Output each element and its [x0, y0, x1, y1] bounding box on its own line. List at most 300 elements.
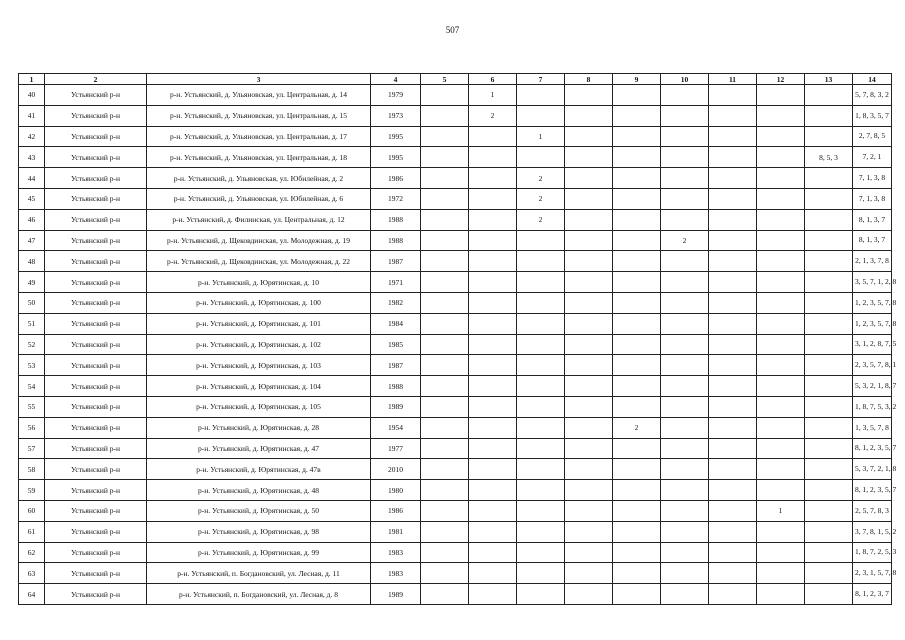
- cell-col-11: [709, 147, 757, 168]
- cell-col-8: [565, 313, 613, 334]
- cell-col-14: 2, 7, 8, 5: [853, 126, 892, 147]
- cell-col-5: [421, 168, 469, 189]
- cell-col-6: [469, 438, 517, 459]
- cell-col-8: [565, 563, 613, 584]
- cell-row-number: 61: [19, 521, 45, 542]
- cell-col-8: [565, 168, 613, 189]
- cell-col-14: 1, 3, 5, 7, 8: [853, 417, 892, 438]
- cell-col-14: 5, 7, 8, 3, 2: [853, 85, 892, 106]
- cell-col-9: [613, 209, 661, 230]
- cell-address: р-н. Устьянский, д. Ульяновская, ул. Центральная, д. 17: [147, 126, 371, 147]
- cell-col-12: [757, 209, 805, 230]
- cell-col-7: [517, 396, 565, 417]
- cell-row-number: 45: [19, 188, 45, 209]
- cell-col-11: [709, 230, 757, 251]
- table-row: [19, 147, 892, 168]
- cell-row-number: 54: [19, 376, 45, 397]
- cell-col-14: 1, 2, 3, 5, 7, 8: [853, 313, 892, 334]
- cell-year: 1986: [371, 500, 421, 521]
- table-row: [19, 85, 892, 106]
- cell-col-13: [805, 313, 853, 334]
- cell-col-12: [757, 542, 805, 563]
- cell-year: 1988: [371, 376, 421, 397]
- cell-row-number: 51: [19, 313, 45, 334]
- cell-col-10: [661, 396, 709, 417]
- page-number: 507: [445, 25, 460, 35]
- cell-col-8: [565, 292, 613, 313]
- cell-col-13: [805, 417, 853, 438]
- cell-col-7: [517, 85, 565, 106]
- cell-row-number: 60: [19, 500, 45, 521]
- cell-col-10: [661, 500, 709, 521]
- cell-district: Устьянский р-н: [45, 147, 147, 168]
- cell-col-13: [805, 272, 853, 293]
- cell-district: Устьянский р-н: [45, 459, 147, 480]
- cell-col-5: [421, 459, 469, 480]
- cell-address: р-н. Устьянский, д. Юрятинская, д. 105: [147, 396, 371, 417]
- cell-row-number: 44: [19, 168, 45, 189]
- cell-address: р-н. Устьянский, п. Богдановский, ул. Лесная, д. 8: [147, 584, 371, 605]
- cell-col-6: [469, 168, 517, 189]
- table-row: [19, 105, 892, 126]
- cell-col-6: [469, 459, 517, 480]
- cell-col-7: [517, 584, 565, 605]
- column-header-7: 7: [517, 74, 565, 85]
- cell-col-8: [565, 459, 613, 480]
- cell-col-10: [661, 292, 709, 313]
- cell-col-10: [661, 168, 709, 189]
- cell-col-5: [421, 438, 469, 459]
- cell-year: 1987: [371, 251, 421, 272]
- cell-col-13: [805, 292, 853, 313]
- cell-address: р-н. Устьянский, д. Ульяновская, ул. Центральная, д. 15: [147, 105, 371, 126]
- cell-col-10: [661, 584, 709, 605]
- cell-col-7: [517, 334, 565, 355]
- cell-col-12: [757, 147, 805, 168]
- cell-col-11: [709, 168, 757, 189]
- cell-col-9: [613, 292, 661, 313]
- cell-address: р-н. Устьянский, д. Юрятинская, д. 99: [147, 542, 371, 563]
- table-row: [19, 563, 892, 584]
- cell-district: Устьянский р-н: [45, 542, 147, 563]
- cell-col-10: [661, 563, 709, 584]
- cell-col-13: [805, 521, 853, 542]
- cell-col-6: [469, 480, 517, 501]
- cell-district: Устьянский р-н: [45, 521, 147, 542]
- cell-col-5: [421, 376, 469, 397]
- table-row: [19, 500, 892, 521]
- housing-register-table: [18, 73, 897, 605]
- cell-district: Устьянский р-н: [45, 417, 147, 438]
- cell-col-9: [613, 313, 661, 334]
- table-row: [19, 396, 892, 417]
- cell-year: 1987: [371, 355, 421, 376]
- cell-year: 1995: [371, 147, 421, 168]
- cell-col-8: [565, 417, 613, 438]
- cell-col-14: 1, 8, 3, 5, 7: [853, 105, 892, 126]
- cell-col-11: [709, 85, 757, 106]
- cell-year: 1986: [371, 168, 421, 189]
- cell-col-11: [709, 188, 757, 209]
- column-header-8: 8: [565, 74, 613, 85]
- cell-col-5: [421, 313, 469, 334]
- cell-col-9: [613, 542, 661, 563]
- cell-district: Устьянский р-н: [45, 313, 147, 334]
- cell-col-10: [661, 542, 709, 563]
- cell-address: р-н. Устьянский, д. Юрятинская, д. 48: [147, 480, 371, 501]
- cell-col-6: [469, 521, 517, 542]
- cell-col-10: [661, 376, 709, 397]
- cell-col-8: [565, 480, 613, 501]
- cell-col-8: [565, 147, 613, 168]
- cell-row-number: 41: [19, 105, 45, 126]
- cell-col-8: [565, 188, 613, 209]
- cell-address: р-н. Устьянский, д. Ульяновская, ул. Центральная, д. 14: [147, 85, 371, 106]
- cell-col-7: [517, 292, 565, 313]
- cell-col-10: [661, 521, 709, 542]
- cell-address: р-н. Устьянский, д. Юрятинская, д. 50: [147, 500, 371, 521]
- cell-col-5: [421, 209, 469, 230]
- cell-col-7: [517, 147, 565, 168]
- cell-col-13: [805, 500, 853, 521]
- cell-col-9: [613, 188, 661, 209]
- cell-district: Устьянский р-н: [45, 396, 147, 417]
- cell-col-7: 2: [517, 209, 565, 230]
- cell-col-10: [661, 438, 709, 459]
- cell-col-10: [661, 126, 709, 147]
- cell-col-7: [517, 417, 565, 438]
- cell-col-12: [757, 563, 805, 584]
- cell-year: 1985: [371, 334, 421, 355]
- cell-col-10: [661, 355, 709, 376]
- cell-col-14: 1, 8, 7, 5, 3, 2: [853, 396, 892, 417]
- cell-col-7: [517, 438, 565, 459]
- cell-col-9: [613, 396, 661, 417]
- cell-col-12: [757, 459, 805, 480]
- cell-col-8: [565, 105, 613, 126]
- cell-col-12: [757, 438, 805, 459]
- cell-col-8: [565, 438, 613, 459]
- cell-col-13: [805, 126, 853, 147]
- cell-row-number: 57: [19, 438, 45, 459]
- cell-address: р-н. Устьянский, д. Юрятинская, д. 104: [147, 376, 371, 397]
- cell-col-6: [469, 272, 517, 293]
- cell-col-13: [805, 188, 853, 209]
- cell-col-12: [757, 355, 805, 376]
- cell-district: Устьянский р-н: [45, 209, 147, 230]
- cell-col-5: [421, 500, 469, 521]
- cell-col-7: [517, 500, 565, 521]
- cell-row-number: 64: [19, 584, 45, 605]
- cell-col-7: [517, 542, 565, 563]
- cell-address: р-н. Устьянский, д. Юрятинская, д. 47в: [147, 459, 371, 480]
- cell-year: 1972: [371, 188, 421, 209]
- cell-col-10: 2: [661, 230, 709, 251]
- cell-col-13: [805, 105, 853, 126]
- cell-col-10: [661, 459, 709, 480]
- cell-col-9: [613, 355, 661, 376]
- column-header-3: 3: [147, 74, 371, 85]
- cell-col-13: 8, 5, 3: [805, 147, 853, 168]
- cell-col-6: 1: [469, 85, 517, 106]
- cell-col-13: [805, 584, 853, 605]
- cell-col-8: [565, 230, 613, 251]
- cell-col-14: 7, 2, 1: [853, 147, 892, 168]
- cell-col-14: 7, 1, 3, 8: [853, 188, 892, 209]
- cell-row-number: 43: [19, 147, 45, 168]
- cell-year: 1982: [371, 292, 421, 313]
- cell-address: р-н. Устьянский, д. Филинская, ул. Центральная, д. 12: [147, 209, 371, 230]
- cell-col-9: [613, 230, 661, 251]
- cell-district: Устьянский р-н: [45, 85, 147, 106]
- cell-col-11: [709, 376, 757, 397]
- cell-row-number: 56: [19, 417, 45, 438]
- cell-col-10: [661, 480, 709, 501]
- cell-col-8: [565, 85, 613, 106]
- cell-year: 1973: [371, 105, 421, 126]
- cell-col-14: 5, 3, 7, 2, 1, 8: [853, 459, 892, 480]
- cell-col-9: [613, 438, 661, 459]
- cell-row-number: 48: [19, 251, 45, 272]
- cell-col-7: [517, 563, 565, 584]
- cell-col-14: 8, 1, 2, 3, 7: [853, 584, 892, 605]
- cell-col-10: [661, 334, 709, 355]
- cell-col-11: [709, 396, 757, 417]
- cell-col-11: [709, 292, 757, 313]
- cell-col-7: [517, 272, 565, 293]
- cell-address: р-н. Устьянский, д. Юрятинская, д. 28: [147, 417, 371, 438]
- cell-col-11: [709, 459, 757, 480]
- cell-col-9: [613, 334, 661, 355]
- cell-col-12: [757, 85, 805, 106]
- cell-address: р-н. Устьянский, д. Юрятинская, д. 102: [147, 334, 371, 355]
- cell-col-8: [565, 500, 613, 521]
- cell-col-13: [805, 209, 853, 230]
- cell-col-6: [469, 313, 517, 334]
- cell-col-14: 1, 2, 3, 5, 7, 8: [853, 292, 892, 313]
- cell-address: р-н. Устьянский, п. Богдановский, ул. Лесная, д. 11: [147, 563, 371, 584]
- cell-col-13: [805, 376, 853, 397]
- cell-col-5: [421, 105, 469, 126]
- cell-col-5: [421, 355, 469, 376]
- cell-district: Устьянский р-н: [45, 480, 147, 501]
- cell-district: Устьянский р-н: [45, 376, 147, 397]
- cell-year: 1981: [371, 521, 421, 542]
- column-header-4: 4: [371, 74, 421, 85]
- cell-col-11: [709, 480, 757, 501]
- cell-col-13: [805, 251, 853, 272]
- cell-col-14: 2, 1, 3, 7, 8: [853, 251, 892, 272]
- cell-col-11: [709, 105, 757, 126]
- cell-district: Устьянский р-н: [45, 438, 147, 459]
- cell-district: Устьянский р-н: [45, 126, 147, 147]
- cell-col-7: [517, 480, 565, 501]
- cell-col-6: [469, 396, 517, 417]
- cell-year: 1977: [371, 438, 421, 459]
- cell-col-6: [469, 376, 517, 397]
- cell-year: 1983: [371, 563, 421, 584]
- cell-col-7: [517, 376, 565, 397]
- cell-col-12: [757, 480, 805, 501]
- cell-district: Устьянский р-н: [45, 168, 147, 189]
- cell-col-5: [421, 147, 469, 168]
- cell-col-9: [613, 376, 661, 397]
- cell-col-7: [517, 521, 565, 542]
- cell-col-12: [757, 521, 805, 542]
- cell-district: Устьянский р-н: [45, 230, 147, 251]
- cell-col-8: [565, 584, 613, 605]
- cell-district: Устьянский р-н: [45, 563, 147, 584]
- cell-col-8: [565, 272, 613, 293]
- cell-col-5: [421, 521, 469, 542]
- table-row: [19, 188, 892, 209]
- cell-col-14: 3, 7, 8, 1, 5, 2: [853, 521, 892, 542]
- cell-col-14: 2, 3, 1, 5, 7, 8: [853, 563, 892, 584]
- cell-address: р-н. Устьянский, д. Юрятинская, д. 98: [147, 521, 371, 542]
- cell-col-7: [517, 355, 565, 376]
- cell-col-5: [421, 85, 469, 106]
- cell-year: 1971: [371, 272, 421, 293]
- cell-col-6: [469, 500, 517, 521]
- table-row: [19, 480, 892, 501]
- cell-col-5: [421, 563, 469, 584]
- cell-col-6: [469, 542, 517, 563]
- cell-year: 1989: [371, 584, 421, 605]
- cell-col-7: 2: [517, 168, 565, 189]
- cell-col-5: [421, 334, 469, 355]
- cell-year: 1988: [371, 209, 421, 230]
- cell-col-9: [613, 500, 661, 521]
- cell-col-14: 1, 8, 7, 2, 5, 3: [853, 542, 892, 563]
- cell-address: р-н. Устьянский, д. Щековдинская, ул. Молодежная, д. 22: [147, 251, 371, 272]
- cell-col-11: [709, 334, 757, 355]
- cell-col-8: [565, 334, 613, 355]
- cell-col-5: [421, 584, 469, 605]
- cell-col-7: [517, 230, 565, 251]
- cell-year: 1954: [371, 417, 421, 438]
- cell-col-13: [805, 542, 853, 563]
- cell-row-number: 46: [19, 209, 45, 230]
- cell-col-8: [565, 542, 613, 563]
- column-header-9: 9: [613, 74, 661, 85]
- cell-row-number: 63: [19, 563, 45, 584]
- cell-col-8: [565, 209, 613, 230]
- cell-col-5: [421, 417, 469, 438]
- cell-col-12: [757, 334, 805, 355]
- cell-col-12: [757, 376, 805, 397]
- cell-col-12: 1: [757, 500, 805, 521]
- cell-col-11: [709, 209, 757, 230]
- cell-col-12: [757, 230, 805, 251]
- cell-district: Устьянский р-н: [45, 334, 147, 355]
- cell-col-11: [709, 313, 757, 334]
- cell-col-7: [517, 105, 565, 126]
- cell-district: Устьянский р-н: [45, 105, 147, 126]
- cell-address: р-н. Устьянский, д. Юрятинская, д. 101: [147, 313, 371, 334]
- cell-row-number: 50: [19, 292, 45, 313]
- cell-address: р-н. Устьянский, д. Юрятинская, д. 47: [147, 438, 371, 459]
- table-row: [19, 459, 892, 480]
- cell-col-12: [757, 188, 805, 209]
- cell-col-11: [709, 563, 757, 584]
- cell-col-5: [421, 292, 469, 313]
- cell-col-13: [805, 396, 853, 417]
- cell-col-7: [517, 459, 565, 480]
- cell-col-6: [469, 230, 517, 251]
- cell-col-9: [613, 105, 661, 126]
- cell-col-5: [421, 126, 469, 147]
- cell-col-7: 2: [517, 188, 565, 209]
- cell-col-11: [709, 584, 757, 605]
- cell-col-9: [613, 584, 661, 605]
- cell-col-8: [565, 251, 613, 272]
- cell-row-number: 53: [19, 355, 45, 376]
- table-row: [19, 209, 892, 230]
- table-row: [19, 313, 892, 334]
- cell-address: р-н. Устьянский, д. Ульяновская, ул. Центральная, д. 18: [147, 147, 371, 168]
- cell-col-10: [661, 272, 709, 293]
- cell-col-6: 2: [469, 105, 517, 126]
- cell-row-number: 62: [19, 542, 45, 563]
- cell-col-14: 8, 1, 3, 7: [853, 230, 892, 251]
- cell-district: Устьянский р-н: [45, 355, 147, 376]
- header-row: [19, 74, 892, 85]
- column-header-11: 11: [709, 74, 757, 85]
- cell-col-6: [469, 147, 517, 168]
- cell-col-9: [613, 272, 661, 293]
- cell-col-11: [709, 521, 757, 542]
- table-row: [19, 542, 892, 563]
- cell-col-7: [517, 251, 565, 272]
- cell-row-number: 55: [19, 396, 45, 417]
- cell-col-9: [613, 480, 661, 501]
- cell-col-14: 8, 1, 2, 3, 5, 7: [853, 480, 892, 501]
- table-row: [19, 251, 892, 272]
- cell-col-5: [421, 230, 469, 251]
- cell-col-10: [661, 188, 709, 209]
- cell-col-10: [661, 251, 709, 272]
- cell-col-14: 3, 5, 7, 1, 2, 8: [853, 272, 892, 293]
- cell-col-13: [805, 355, 853, 376]
- cell-col-13: [805, 334, 853, 355]
- cell-year: 1979: [371, 85, 421, 106]
- cell-col-6: [469, 563, 517, 584]
- cell-col-14: 8, 1, 3, 7: [853, 209, 892, 230]
- table-row: [19, 584, 892, 605]
- cell-address: р-н. Устьянский, д. Юрятинская, д. 100: [147, 292, 371, 313]
- column-header-14: 14: [853, 74, 892, 85]
- cell-col-6: [469, 188, 517, 209]
- cell-district: Устьянский р-н: [45, 584, 147, 605]
- column-header-5: 5: [421, 74, 469, 85]
- cell-col-10: [661, 417, 709, 438]
- cell-col-12: [757, 168, 805, 189]
- cell-col-14: 8, 1, 2, 3, 5, 7: [853, 438, 892, 459]
- cell-col-11: [709, 251, 757, 272]
- cell-year: 1983: [371, 542, 421, 563]
- cell-col-10: [661, 313, 709, 334]
- cell-address: р-н. Устьянский, д. Юрятинская, д. 103: [147, 355, 371, 376]
- cell-address: р-н. Устьянский, д. Ульяновская, ул. Юбилейная, д. 2: [147, 168, 371, 189]
- column-header-13: 13: [805, 74, 853, 85]
- column-header-12: 12: [757, 74, 805, 85]
- cell-col-10: [661, 209, 709, 230]
- cell-district: Устьянский р-н: [45, 292, 147, 313]
- table-row: [19, 292, 892, 313]
- cell-col-9: [613, 147, 661, 168]
- column-header-10: 10: [661, 74, 709, 85]
- table-row: [19, 355, 892, 376]
